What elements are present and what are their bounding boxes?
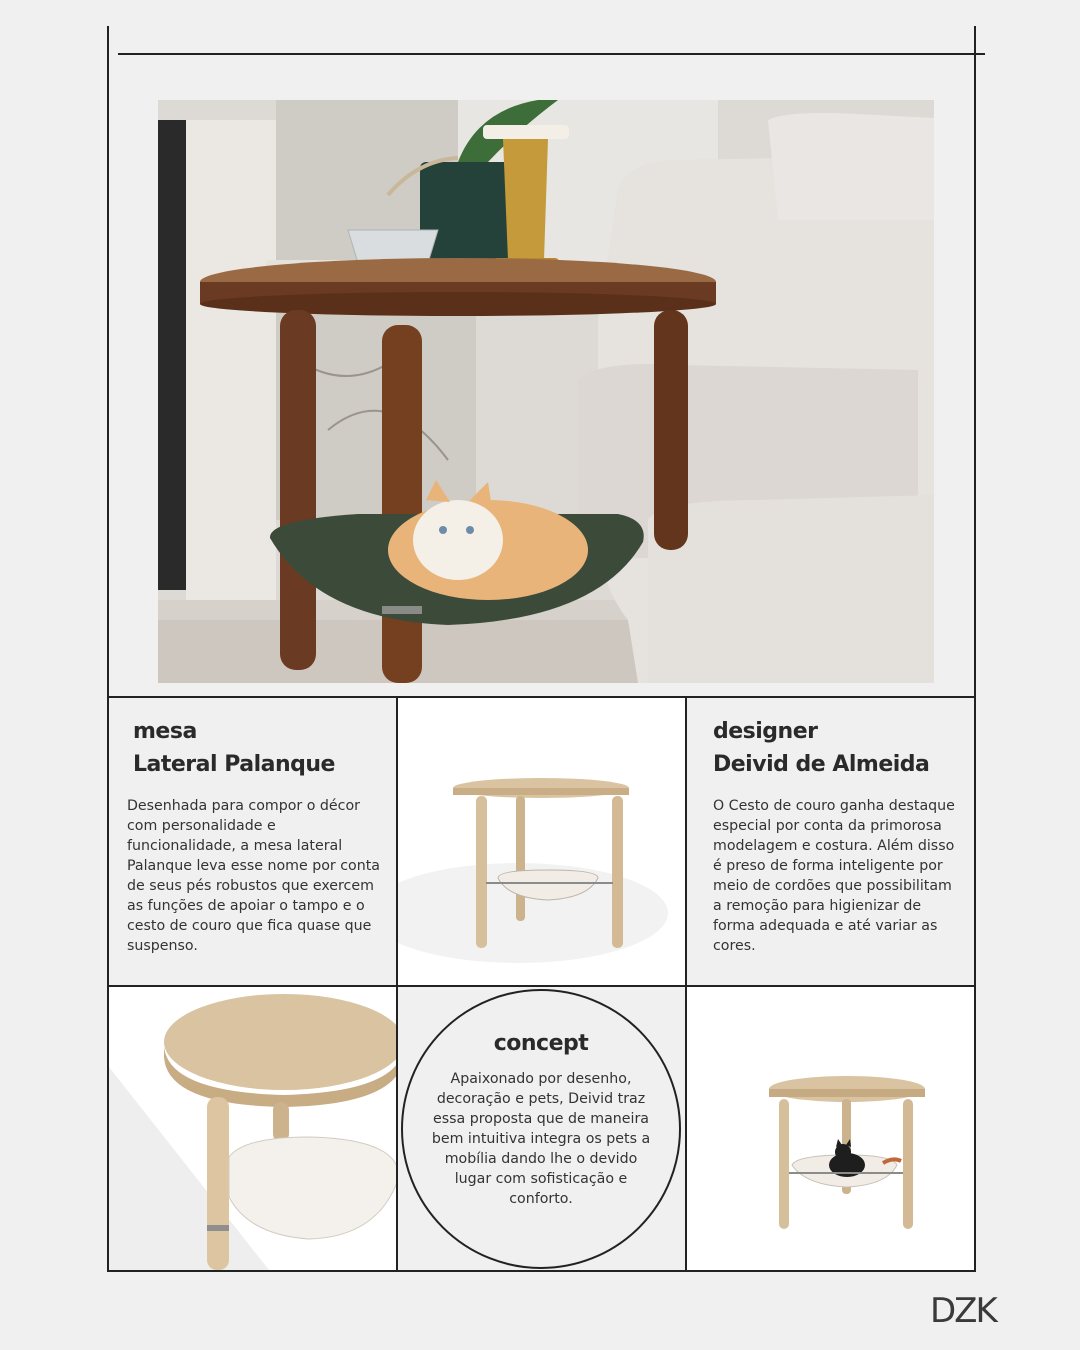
- concept-title: concept: [493, 1031, 589, 1056]
- table-title-line1: mesa: [133, 719, 197, 744]
- product-photo-front: [398, 698, 685, 985]
- brand-logo: [928, 1288, 1014, 1330]
- frame-right-line: [974, 26, 976, 1272]
- black-cat-icon: [829, 1139, 865, 1177]
- table-description: Desenhada para compor o décor com personalidade e funcionalidade, a mesa lateral Palanque leva esse nome por conta de seus pés robustos que exercem as funções de apoiar o tampo e o cesto de couro que fica quase que suspenso.: [127, 798, 380, 954]
- designer-title-line2: Deivid de Almeida: [713, 752, 930, 777]
- product-photo-closeup: [109, 987, 396, 1270]
- concept-description: Apaixonado por desenho, decoração e pets, Deivid traz essa proposta que de maneira bem intuitiva integra os pets a mobília dando lhe o devido lugar com sofisticação e conforto.: [431, 1071, 651, 1207]
- hero-photo: [158, 100, 934, 683]
- product-photo-with-cat: [687, 987, 974, 1270]
- frame-bottom-line: [107, 1270, 976, 1272]
- concept-circle: [401, 989, 681, 1269]
- designer-description: O Cesto de couro ganha destaque especial por conta da primorosa modelagem e costura. Além disso é preso de forma inteligente por meio de cordões que possibilitam a remoção para higienizar de forma adequada e até variar as cores.: [713, 798, 955, 954]
- logo-text: DZK: [930, 1291, 996, 1330]
- frame-top-line: [118, 53, 985, 55]
- designer-title-line1: designer: [713, 719, 818, 744]
- table-title-line2: Lateral Palanque: [133, 752, 335, 777]
